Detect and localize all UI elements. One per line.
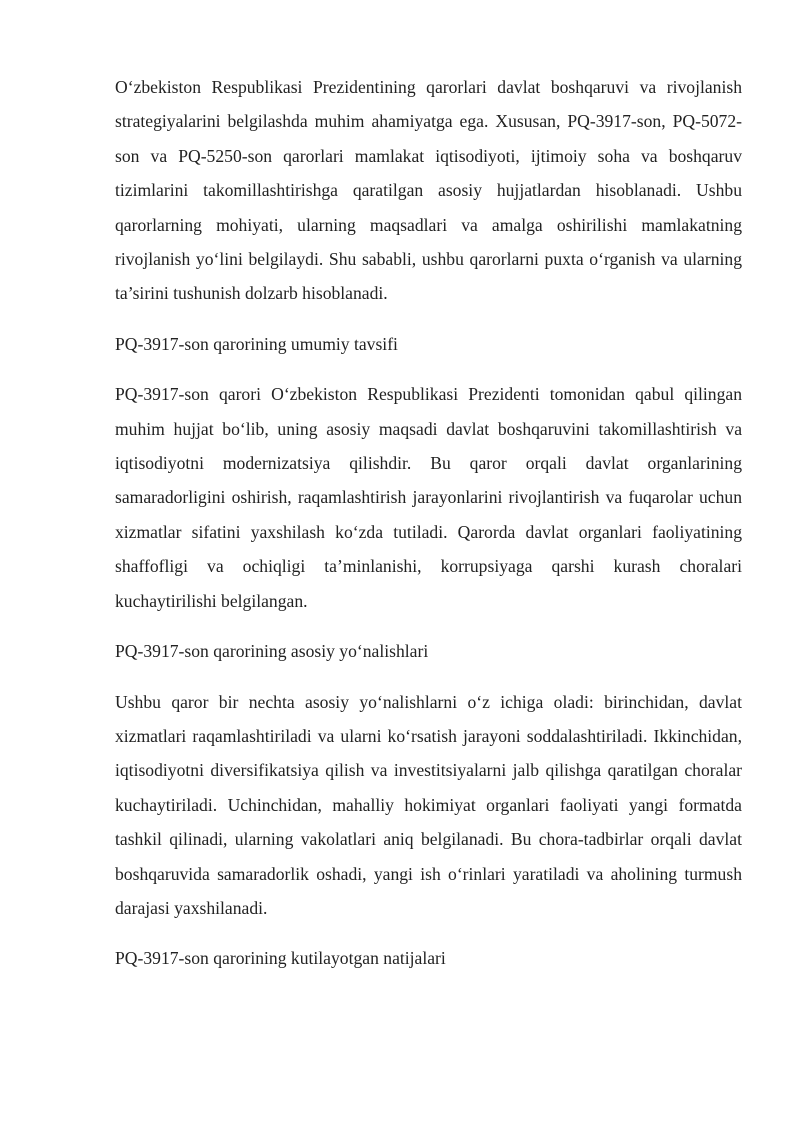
section-heading-results: PQ-3917-son qarorining kutilayotgan natijalari (115, 948, 446, 969)
document-page (115, 70, 742, 992)
overview-paragraph: PQ-3917-son qarori O‘zbekiston Respublikasi Prezidenti tomonidan qabul qilingan muhim hujjat bo‘lib, uning asosiy maqsadi davlat boshqaruvini takomillashtirish va iqtisodiyotni modernizatsiya qilishdir. Bu qaror orqali davlat organlarining samaradorligini oshirish, raqamlashtirish jarayonlarini rivojlantirish va fuqarolar uchun xizmatlar sifatini yaxshilash ko‘zda tutiladi. Qarorda davlat organlari faoliyatining shaffofligi va ochiqligi ta’minlanishi, korrupsiyaga qarshi kurash choralari kuchaytirilishi belgilangan. (115, 384, 742, 611)
section-heading-overview: PQ-3917-son qarorining umumiy tavsifi (115, 333, 398, 354)
intro-paragraph: O‘zbekiston Respublikasi Prezidentining qarorlari davlat boshqaruvi va rivojlanish strategiyalarini belgilashda muhim ahamiyatga ega. Xususan, PQ-3917-son, PQ-5072-son va PQ-5250-son qarorlari mamlakat iqtisodiyoti, ijtimoiy soha va boshqaruv tizimlarini takomillashtirishga qaratilgan asosiy hujjatlardan hisoblanadi. Ushbu qarorlarning mohiyati, ularning maqsadlari va amalga oshirilishi mamlakatning rivojlanish yo‘lini belgilaydi. Shu sababli, ushbu qarorlarni puxta o‘rganish va ularning ta’sirini tushunish dolzarb hisoblanadi. (115, 77, 742, 304)
section-heading-directions: PQ-3917-son qarorining asosiy yo‘nalishlari (115, 641, 429, 662)
directions-paragraph: Ushbu qaror bir nechta asosiy yo‘nalishlarni o‘z ichiga oladi: birinchidan, davlat xizmatlari raqamlashtiriladi va ularni ko‘rsatish jarayoni soddalashtiriladi. Ikkinchidan, iqtisodiyotni diversifikatsiya qilish va investitsiyalarni jalb qilishga qaratilgan choralar kuchaytiriladi. Uchinchidan, mahalliy hokimiyat organlari faoliyati yangi formatda tashkil qilinadi, ularning vakolatlari aniq belgilanadi. Bu chora-tadbirlar orqali davlat boshqaruvida samaradorlik oshadi, yangi ish o‘rinlari yaratiladi va aholining turmush darajasi yaxshilanadi. (115, 691, 742, 918)
